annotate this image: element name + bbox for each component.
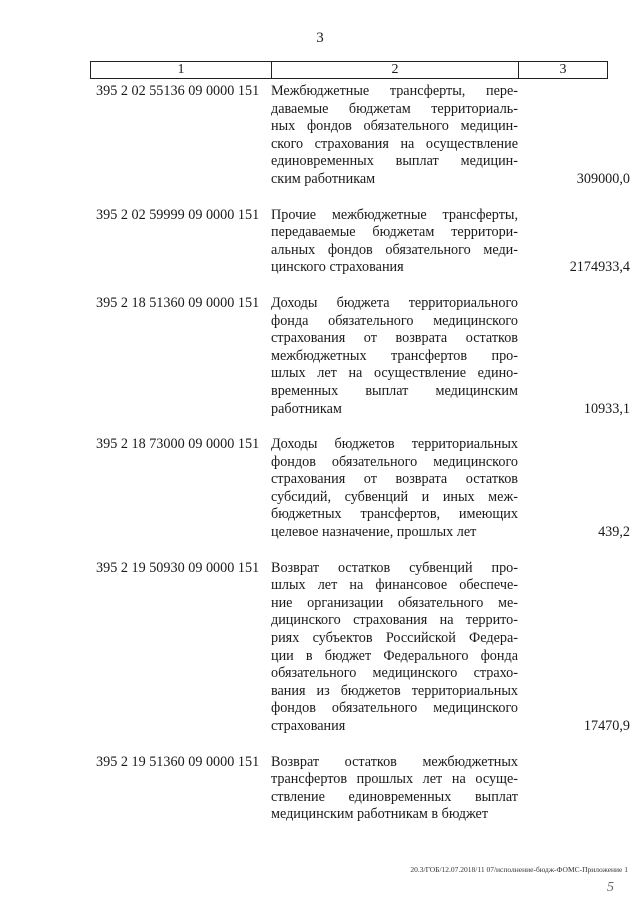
- income-description: [271, 754, 518, 824]
- handwritten-page-mark: 5: [607, 880, 614, 895]
- page-number: 3: [316, 30, 324, 46]
- income-description: [271, 436, 518, 542]
- description-line: ского страхования на осуществление: [271, 135, 518, 152]
- description-line: Доходы бюджета территориального: [271, 294, 518, 311]
- description-line: Прочие межбюджетные трансферты,: [271, 206, 518, 223]
- description-line: целевое назначение, прошлых лет: [271, 524, 477, 541]
- description-line: временных выплат медицинским: [271, 382, 518, 399]
- amount-value: 17470,9: [583, 718, 630, 734]
- description-line: даваемые бюджетам территориаль-: [271, 100, 518, 117]
- header-col-1: 1: [91, 62, 272, 78]
- table-header: [90, 61, 608, 79]
- amount-value: 2174933,4: [569, 259, 630, 276]
- description-line: Возврат остатков межбюджетных: [271, 753, 518, 770]
- income-description: [271, 295, 518, 418]
- description-line: ствление единовременных выплат: [271, 788, 518, 805]
- description-line: фондов обязательного медицинского: [271, 453, 518, 470]
- description-line: ных фондов обязательного медицин-: [271, 118, 518, 135]
- description-line: субсидий, субвенций и иных меж-: [271, 488, 518, 505]
- description-line: Доходы бюджетов территориальных: [271, 436, 518, 453]
- income-description: [271, 560, 518, 736]
- description-line: ние организации обязательного ме-: [271, 594, 518, 611]
- description-line: страхования от возврата остатков: [271, 330, 518, 347]
- footer-file-reference: 20.3/ГОБ/12.07.2018/11 07/исполнение-бюдж-ФОМС-Приложение 1: [410, 865, 628, 874]
- description-line: работникам: [271, 400, 342, 417]
- budget-code: 395 2 18 73000 09 0000 151: [96, 436, 260, 453]
- description-line: Межбюджетные трансферты, пере-: [271, 83, 518, 99]
- description-line: страхования: [271, 718, 346, 734]
- description-line: передаваемые бюджетам территори-: [271, 224, 518, 241]
- income-description: [271, 207, 518, 277]
- table-row: [90, 436, 630, 542]
- description-line: ским работникам: [271, 170, 376, 187]
- table-row: [90, 754, 630, 824]
- amount-value: 10933,1: [583, 400, 630, 417]
- amount-value: 309000,0: [576, 170, 630, 187]
- description-line: медицинским работникам в бюджет: [271, 806, 489, 823]
- description-line: шлых лет на осуществление едино-: [271, 365, 518, 382]
- description-line: бюджетных трансфертов, имеющих: [271, 506, 518, 523]
- description-line: межбюджетных трансфертов про-: [271, 347, 518, 364]
- description-line: фонда обязательного медицинского: [271, 312, 518, 329]
- description-line: ции в бюджет Федерального фонда: [271, 647, 518, 664]
- budget-code: 395 2 18 51360 09 0000 151: [96, 294, 260, 311]
- income-description: [271, 83, 518, 189]
- table-row: [90, 207, 630, 277]
- description-line: трансфертов прошлых лет на осуще-: [271, 771, 518, 788]
- description-line: обязательного медицинского страхо-: [271, 665, 518, 682]
- description-line: страхования от возврата остатков: [271, 471, 518, 488]
- budget-code: 395 2 19 51360 09 0000 151: [96, 753, 260, 770]
- description-line: Возврат остатков субвенций про-: [271, 559, 518, 576]
- budget-code: 395 2 02 55136 09 0000 151: [96, 83, 260, 99]
- description-line: дицинского страхования на террито-: [271, 612, 518, 629]
- header-col-2: 2: [272, 62, 519, 78]
- description-line: единовременных выплат медицин-: [271, 153, 518, 170]
- description-line: вания из бюджетов территориальных: [271, 682, 518, 699]
- budget-code: 395 2 19 50930 09 0000 151: [96, 559, 260, 576]
- description-line: цинского страхования: [271, 259, 404, 276]
- description-line: фондов обязательного медицинского: [271, 700, 518, 717]
- budget-code: 395 2 02 59999 09 0000 151: [96, 206, 260, 223]
- description-line: альных фондов обязательного меди-: [271, 241, 518, 258]
- description-line: риях субъектов Российской Федера-: [271, 630, 518, 647]
- table-row: [90, 295, 630, 418]
- table-body: [90, 83, 630, 824]
- table-row: [90, 560, 630, 736]
- header-col-3: 3: [559, 62, 567, 77]
- description-line: шлых лет на финансовое обеспече-: [271, 577, 518, 594]
- table-row: [90, 83, 630, 189]
- amount-value: 439,2: [598, 524, 630, 541]
